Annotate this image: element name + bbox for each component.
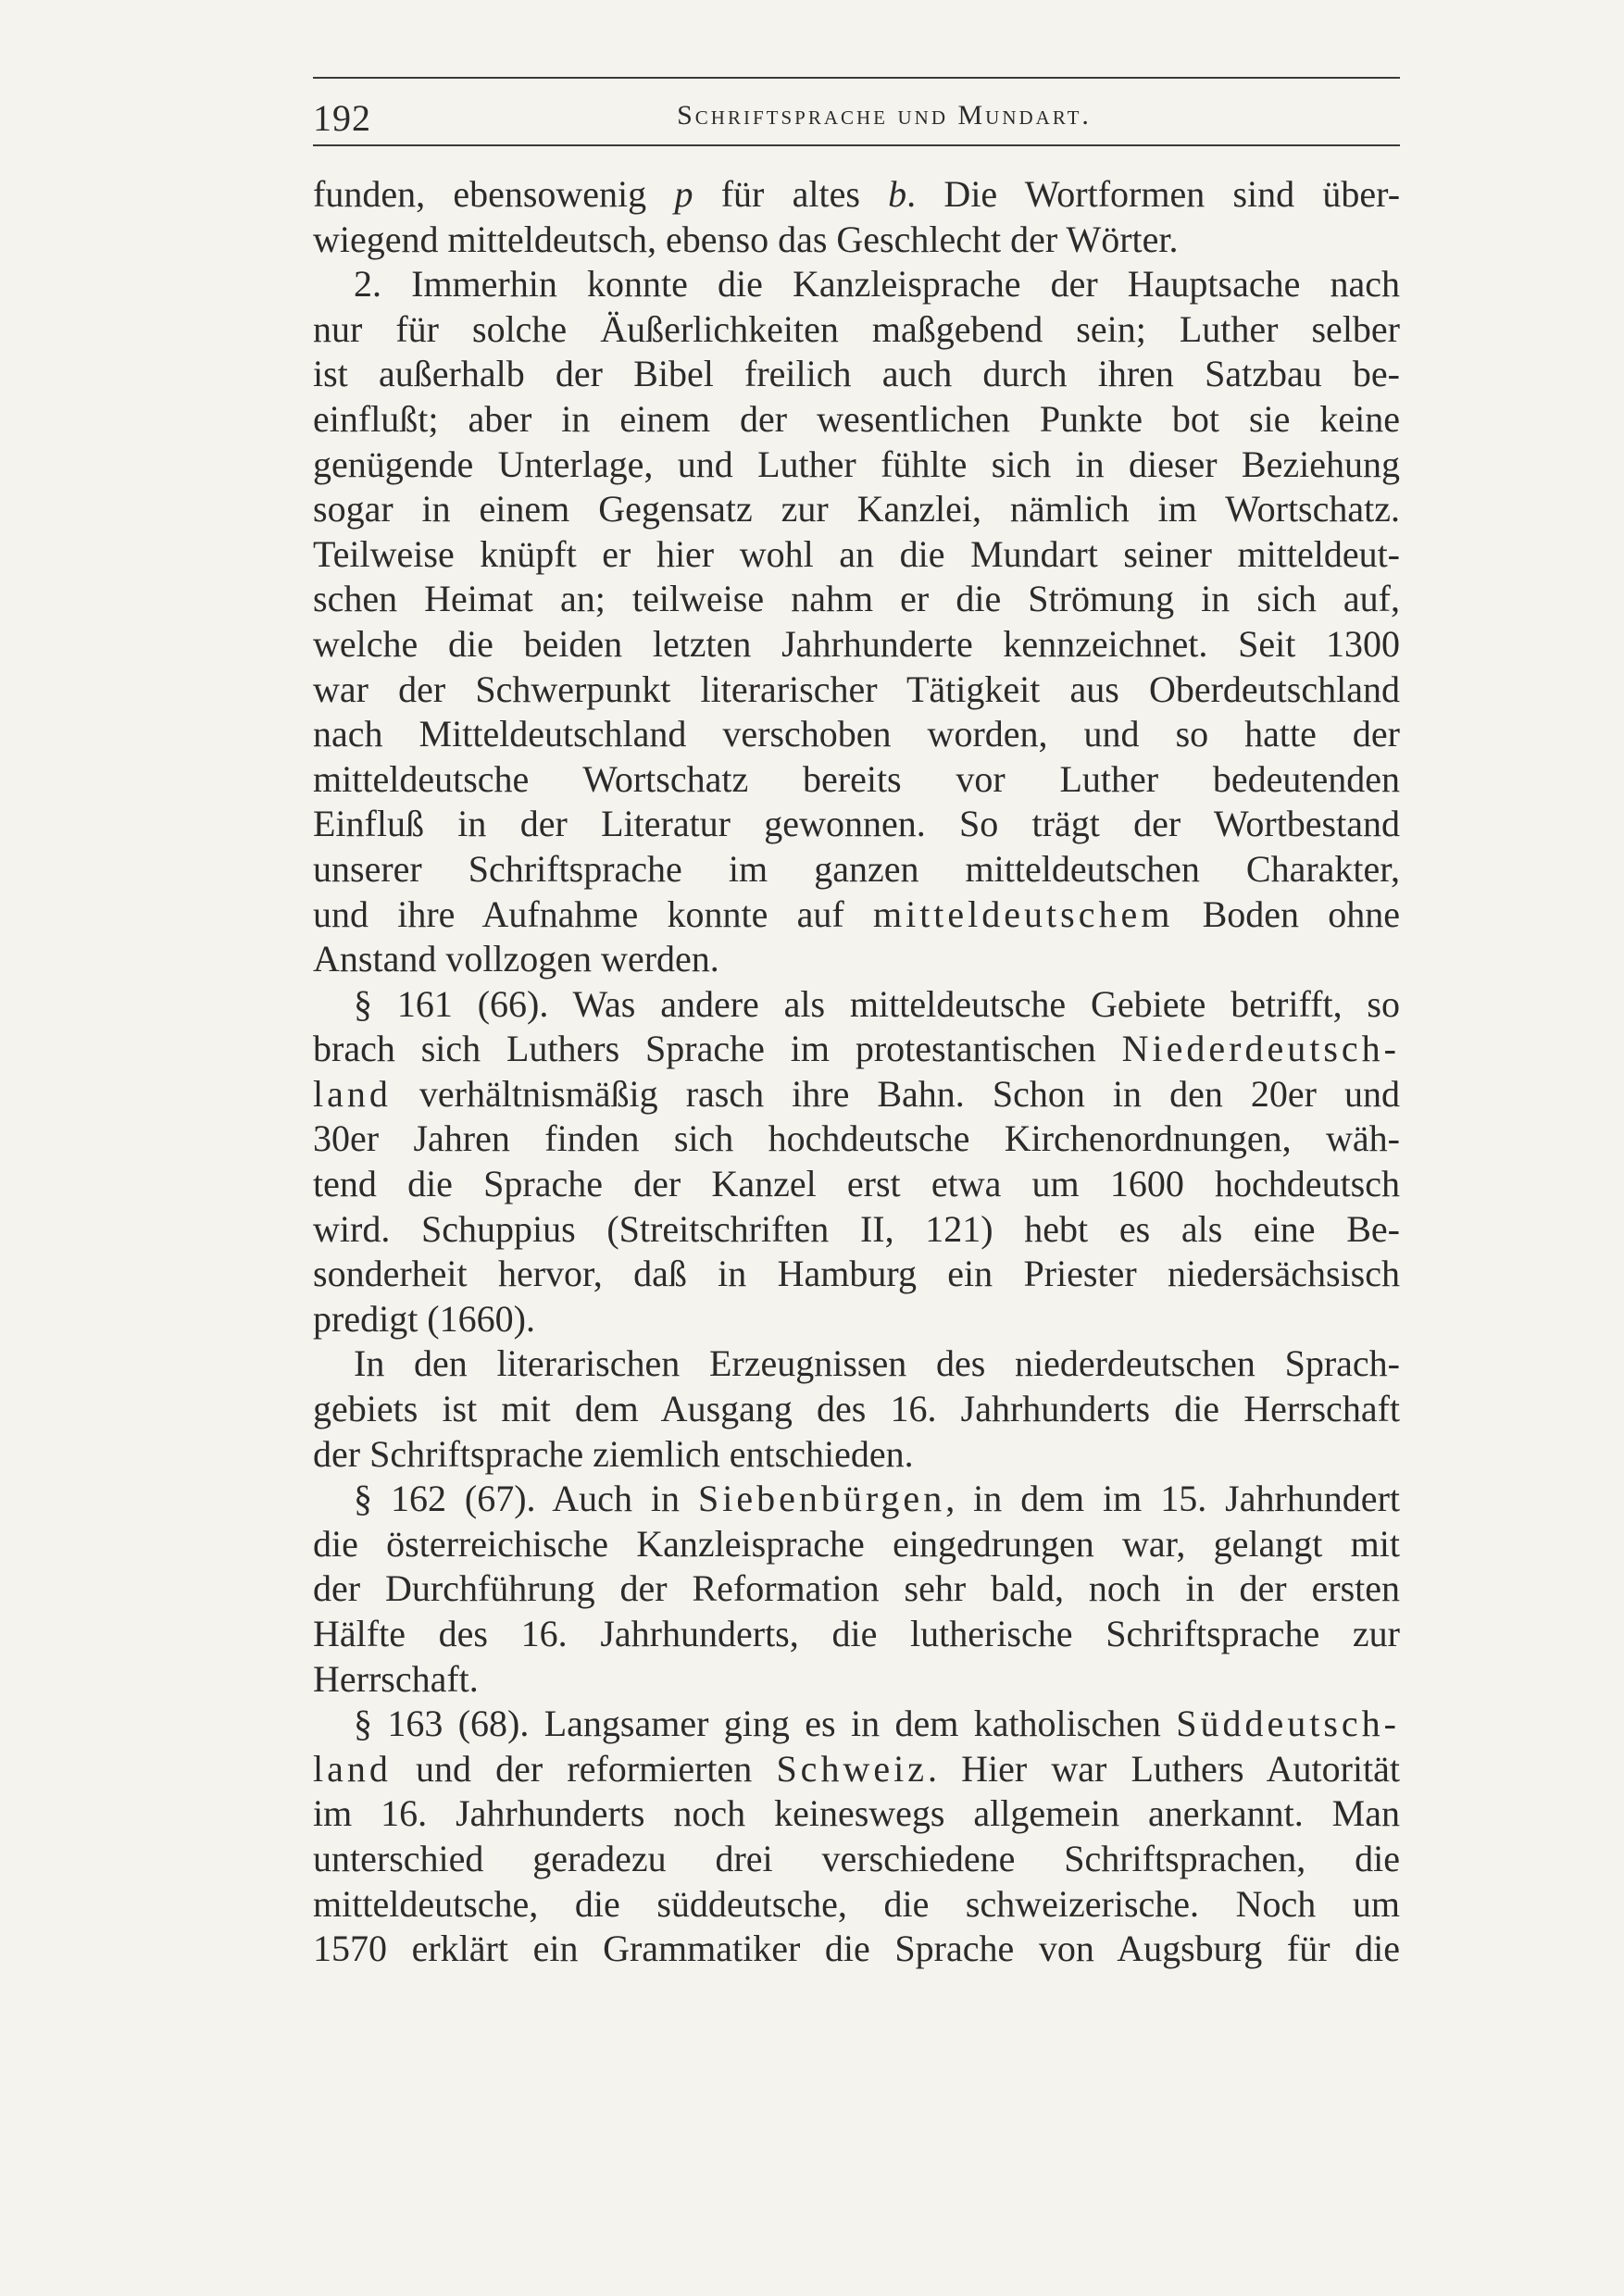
text-line: predigt (1660). <box>313 1297 535 1340</box>
text-line: land verhältnismäßig rasch ihre Bahn. Schon in den 20er und <box>313 1072 1400 1115</box>
paragraph <box>313 982 1400 1342</box>
running-title: Schriftsprache und Mundart. <box>677 100 1092 131</box>
text-line: Herrschaft. <box>313 1657 479 1700</box>
text-line: brach sich Luthers Sprache im protestantischen Niederdeutsch- <box>313 1028 1400 1070</box>
text-line: die österreichische Kanzleisprache eingedrungen war, gelangt mit <box>313 1522 1400 1565</box>
text-line: der Durchführung der Reformation sehr bald, noch in der ersten <box>313 1567 1400 1610</box>
text-line: Einfluß in der Literatur gewonnen. So trägt der Wortbestand <box>313 803 1400 845</box>
text-line: mitteldeutsche, die süddeutsche, die schweizerische. Noch um <box>313 1882 1400 1925</box>
text-line: genügende Unterlage, und Luther fühlte sich in dieser Beziehung <box>313 443 1400 485</box>
text-line: tend die Sprache der Kanzel erst etwa um 1600 hochdeutsch <box>313 1163 1400 1205</box>
text-line: schen Heimat an; teilweise nahm er die Strömung in sich auf, <box>313 578 1400 620</box>
paragraph <box>313 1477 1400 1702</box>
text-line: funden, ebensowenig p für altes b. Die Wortformen sind über- <box>313 173 1401 215</box>
text-line: im 16. Jahrhunderts noch keineswegs allgemein anerkannt. Man <box>313 1792 1400 1835</box>
text-line: gebiets ist mit dem Ausgang des 16. Jahrhunderts die Herrschaft <box>313 1388 1400 1430</box>
text-line: welche die beiden letzten Jahrhunderte kennzeichnet. Seit 1300 <box>313 622 1400 665</box>
text-line: ist außerhalb der Bibel freilich auch durch ihren Satzbau be- <box>313 353 1400 395</box>
page-header <box>313 89 1400 141</box>
text-line: einflußt; aber in einem der wesentlichen Punkte bot sie keine <box>313 397 1400 440</box>
page-number: 192 <box>313 97 371 139</box>
text-line: In den literarischen Erzeugnissen des niederdeutschen Sprach- <box>354 1342 1400 1385</box>
text-line: mitteldeutsche Wortschatz bereits vor Luther bedeutenden <box>313 757 1400 800</box>
text-line: unterschied geradezu drei verschiedene Schriftsprachen, die <box>313 1837 1400 1879</box>
text-line: Hälfte des 16. Jahrhunderts, die lutherische Schriftsprache zur <box>313 1613 1400 1654</box>
text-line: und ihre Aufnahme konnte auf mitteldeutschem Boden ohne <box>313 892 1401 935</box>
text-line: § 161 (66). Was andere als mitteldeutsche Gebiete betrifft, so <box>354 982 1400 1025</box>
paragraph <box>313 1702 1400 1972</box>
text-line: unserer Schriftsprache im ganzen mitteldeutschen Charakter, <box>313 847 1400 890</box>
text-line: wird. Schuppius (Streitschriften II, 121) hebt es als eine Be- <box>313 1207 1400 1250</box>
text-line: nur für solche Äußerlichkeiten maßgebend sein; Luther selber <box>313 307 1400 350</box>
text-line: sonderheit hervor, daß in Hamburg ein Priester niedersächsisch <box>313 1253 1400 1295</box>
text-line: 2. Immerhin konnte die Kanzleisprache der Hauptsache nach <box>354 263 1400 306</box>
text-line: wiegend mitteldeutsch, ebenso das Geschlecht der Wörter. <box>313 218 1179 260</box>
text-line: der Schriftsprache ziemlich entschieden. <box>313 1432 914 1475</box>
text-line: nach Mitteldeutschland verschoben worden, und so hatte der <box>313 713 1400 755</box>
text-line: § 163 (68). Langsamer ging es in dem katholischen Süddeutsch- <box>354 1703 1400 1745</box>
text-line: 30er Jahren finden sich hochdeutsche Kirchenordnungen, wäh- <box>313 1117 1400 1160</box>
body-text <box>313 172 1400 1972</box>
text-line: sogar in einem Gegensatz zur Kanzlei, nämlich im Wortschatz. <box>313 488 1400 530</box>
paragraph <box>313 1341 1400 1477</box>
header-top-rule <box>313 77 1400 79</box>
text-line: war der Schwerpunkt literarischer Tätigkeit aus Oberdeutschland <box>313 668 1400 710</box>
text-line: 1570 erklärt ein Grammatiker die Sprache von Augsburg für die <box>313 1928 1400 1970</box>
text-line: Anstand vollzogen werden. <box>313 938 719 980</box>
text-line: Teilweise knüpft er hier wohl an die Mundart seiner mitteldeut- <box>313 532 1400 575</box>
text-line: land und der reformierten Schweiz. Hier war Luthers Autorität <box>313 1747 1400 1790</box>
paragraph <box>313 172 1400 262</box>
text-line: § 162 (67). Auch in Siebenbürgen, in dem im 15. Jahrhundert <box>354 1478 1400 1520</box>
header-bottom-rule <box>313 144 1400 146</box>
paragraph <box>313 262 1400 982</box>
